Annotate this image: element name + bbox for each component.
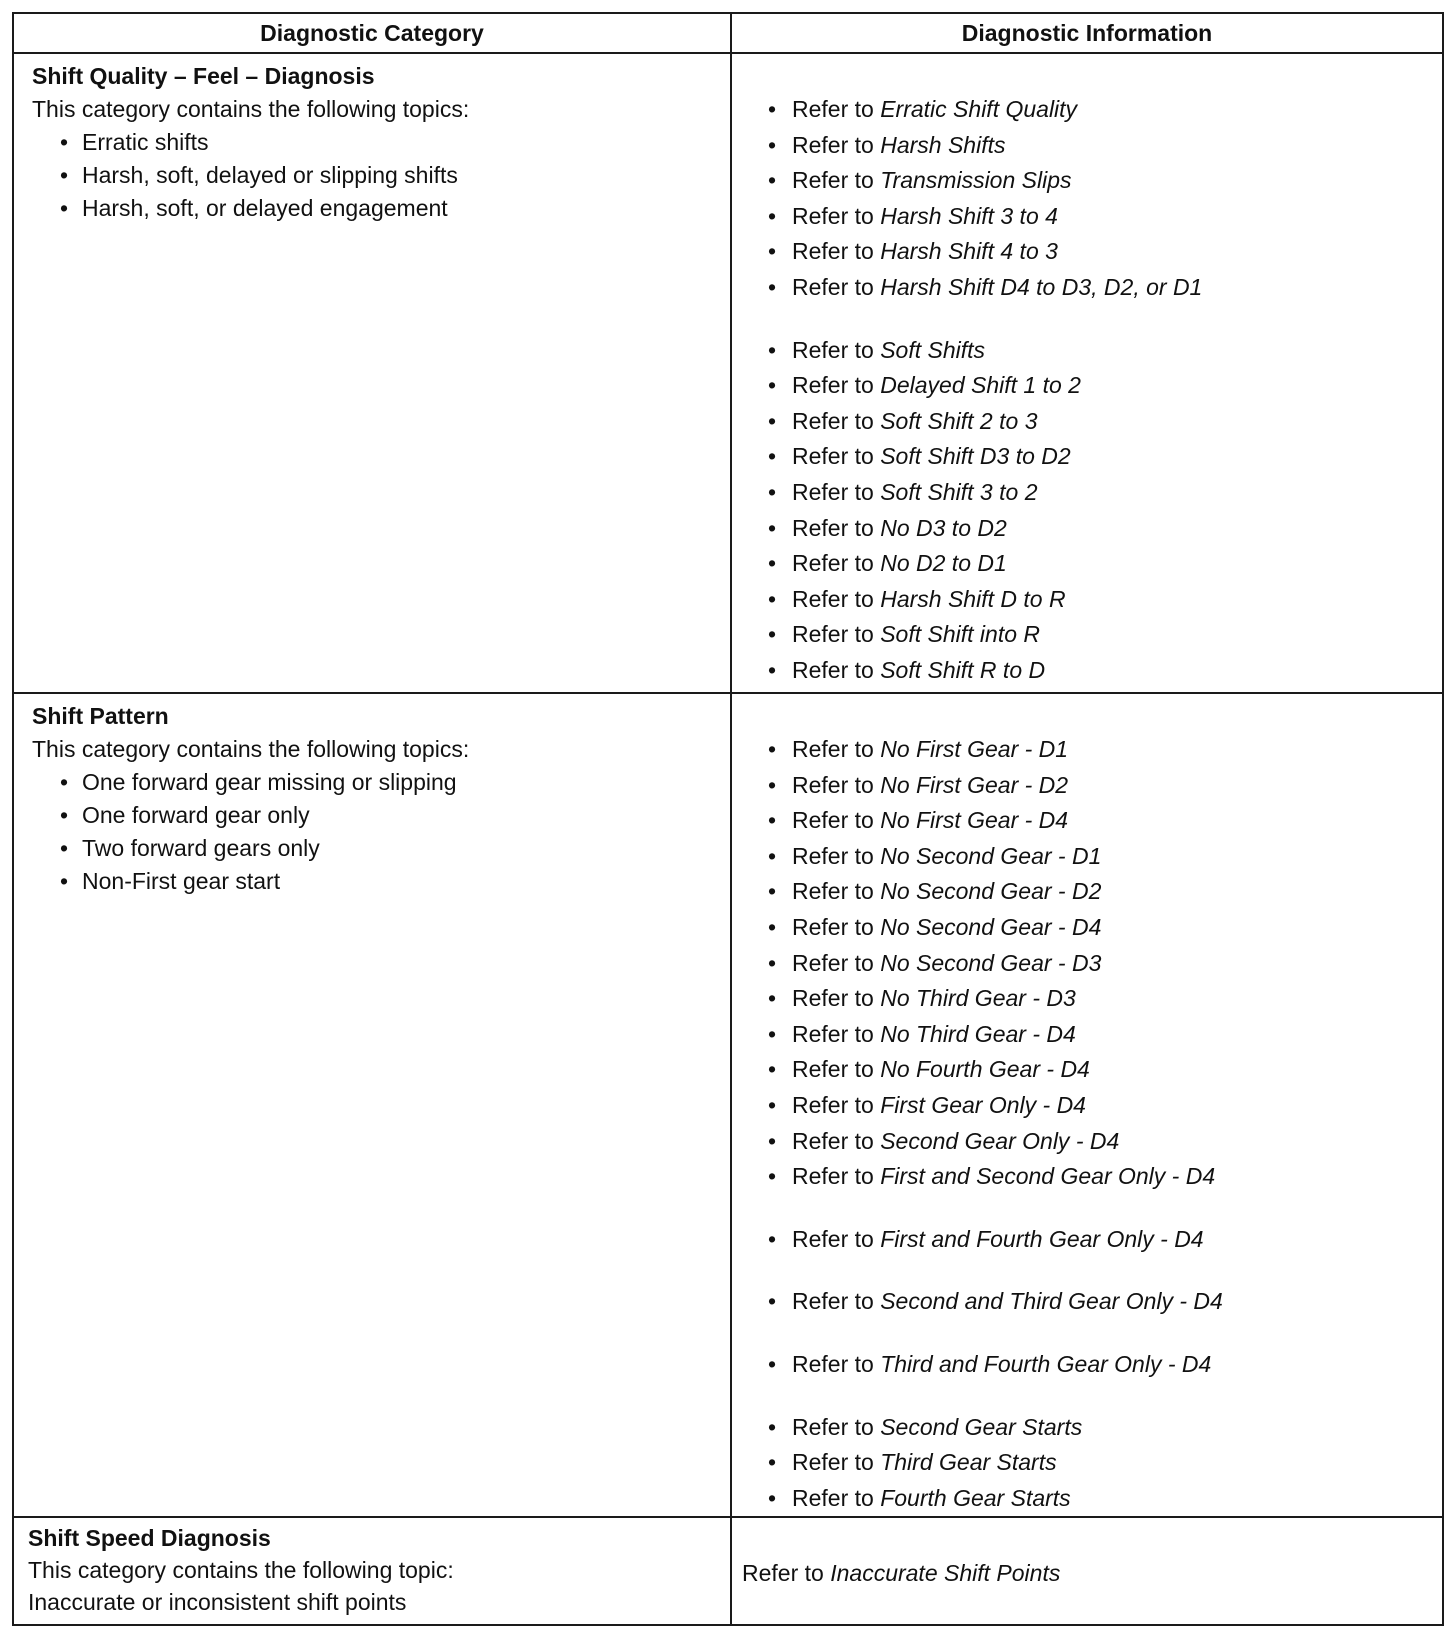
reference-item [768, 439, 1442, 475]
reference-prefix: Refer to [792, 238, 881, 265]
reference-prefix: Refer to [792, 807, 881, 834]
reference-prefix: Refer to [742, 1560, 831, 1587]
reference-link[interactable]: First and Fourth Gear Only - D4 [880, 1225, 1204, 1252]
category-title: Shift Quality – Feel – Diagnosis [32, 63, 375, 89]
topic-item: • Harsh, soft, or delayed engagement [60, 192, 730, 225]
topic-list [32, 766, 730, 898]
topic-item: • Two forward gears only [60, 832, 730, 865]
reference-prefix: Refer to [792, 1056, 881, 1083]
reference-prefix: Refer to [792, 478, 881, 505]
category-intro: This category contains the following topic: [28, 1557, 454, 1584]
reference-link[interactable]: No Second Gear - D2 [880, 878, 1102, 905]
reference-link[interactable]: Fourth Gear Starts [880, 1484, 1071, 1511]
reference-item [768, 333, 1442, 369]
reference-link[interactable]: No Third Gear - D3 [880, 985, 1076, 1012]
reference-item [768, 234, 1442, 270]
reference-link[interactable]: Harsh Shifts [880, 131, 1006, 158]
information-cell [731, 1517, 1443, 1625]
reference-link[interactable]: Second Gear Starts [880, 1413, 1083, 1440]
reference-link[interactable]: No D3 to D2 [880, 514, 1007, 541]
reference-link[interactable]: Soft Shift D3 to D2 [880, 443, 1071, 470]
reference-link[interactable]: No Fourth Gear - D4 [880, 1056, 1090, 1083]
reference-prefix: Refer to [792, 443, 881, 470]
reference-item [732, 1518, 1442, 1591]
reference-item [768, 981, 1442, 1017]
reference-item [768, 270, 1442, 306]
reference-link[interactable]: No D2 to D1 [880, 550, 1007, 577]
reference-item [768, 1017, 1442, 1053]
topic-item: • Non-First gear start [60, 865, 730, 898]
reference-item [768, 732, 1442, 768]
reference-link[interactable]: Transmission Slips [880, 167, 1072, 194]
reference-item [768, 910, 1442, 946]
category-title: Shift Speed Diagnosis [28, 1525, 271, 1552]
reference-prefix: Refer to [792, 96, 881, 122]
reference-prefix: Refer to [792, 372, 881, 399]
information-cell [731, 53, 1443, 693]
reference-item [768, 1410, 1442, 1446]
category-cell [13, 53, 731, 693]
reference-item [768, 803, 1442, 839]
reference-link[interactable]: No First Gear - D4 [880, 807, 1069, 834]
reference-prefix: Refer to [792, 1163, 881, 1190]
reference-item [768, 368, 1442, 404]
reference-link[interactable]: Inaccurate Shift Points [830, 1560, 1061, 1587]
category-cell [13, 693, 731, 1517]
table-row [13, 1517, 1443, 1625]
reference-link[interactable]: No First Gear - D2 [880, 771, 1069, 798]
reference-link[interactable]: Second and Third Gear Only - D4 [880, 1288, 1223, 1315]
reference-list [768, 92, 1442, 689]
reference-item [768, 946, 1442, 982]
reference-link[interactable]: Harsh Shift 3 to 4 [880, 202, 1058, 229]
reference-prefix: Refer to [792, 621, 881, 648]
reference-prefix: Refer to [792, 407, 881, 434]
header-diagnostic-information: Diagnostic Information [731, 13, 1443, 53]
reference-prefix: Refer to [792, 1350, 881, 1377]
reference-prefix: Refer to [792, 949, 881, 976]
diagnostic-table [12, 12, 1444, 1626]
reference-item [768, 874, 1442, 910]
reference-prefix: Refer to [792, 1127, 881, 1154]
reference-item [768, 475, 1442, 511]
reference-prefix: Refer to [792, 273, 881, 300]
reference-link[interactable]: First and Second Gear Only - D4 [880, 1163, 1216, 1190]
reference-prefix: Refer to [792, 1091, 881, 1118]
reference-item [768, 1124, 1442, 1160]
reference-item [768, 839, 1442, 875]
topic-item: • One forward gear missing or slipping [60, 766, 730, 799]
reference-link[interactable]: Erratic Shift Quality [880, 96, 1078, 122]
information-cell [731, 693, 1443, 1517]
reference-prefix: Refer to [792, 1484, 881, 1511]
reference-prefix: Refer to [792, 514, 881, 541]
reference-link[interactable]: Second Gear Only - D4 [880, 1127, 1120, 1154]
reference-prefix: Refer to [792, 550, 881, 577]
reference-item [768, 1347, 1442, 1383]
reference-link[interactable]: No Second Gear - D3 [880, 949, 1102, 976]
category-title: Shift Pattern [32, 703, 169, 729]
reference-link[interactable]: Third and Fourth Gear Only - D4 [880, 1350, 1212, 1377]
reference-prefix: Refer to [792, 167, 881, 194]
reference-item [768, 92, 1442, 128]
table-row [13, 53, 1443, 693]
reference-item [768, 404, 1442, 440]
header-row [13, 13, 1443, 53]
reference-item [768, 163, 1442, 199]
reference-link[interactable]: No First Gear - D1 [880, 736, 1069, 762]
topic-list [32, 126, 730, 225]
reference-item [768, 768, 1442, 804]
reference-item [768, 1052, 1442, 1088]
reference-item [768, 1284, 1442, 1320]
reference-link[interactable]: Delayed Shift 1 to 2 [880, 372, 1081, 399]
reference-item [768, 1481, 1442, 1517]
reference-link[interactable]: First Gear Only - D4 [880, 1091, 1086, 1118]
reference-prefix: Refer to [792, 202, 881, 229]
reference-prefix: Refer to [792, 1288, 881, 1315]
reference-link[interactable]: Soft Shift into R [880, 621, 1041, 648]
topic-line: Inaccurate or inconsistent shift points [28, 1589, 407, 1616]
category-cell [13, 1517, 731, 1625]
topic-item: • Harsh, soft, delayed or slipping shifts [60, 159, 730, 192]
reference-item [768, 511, 1442, 547]
category-intro: This category contains the following topics: [32, 736, 470, 762]
reference-prefix: Refer to [792, 913, 881, 940]
reference-item [768, 617, 1442, 653]
reference-link[interactable]: No Third Gear - D4 [880, 1020, 1076, 1047]
reference-prefix: Refer to [792, 1225, 881, 1252]
reference-prefix: Refer to [792, 336, 881, 363]
reference-link[interactable]: Soft Shift 2 to 3 [880, 407, 1038, 434]
reference-item [768, 1159, 1442, 1195]
reference-list [768, 732, 1442, 1516]
reference-prefix: Refer to [792, 131, 881, 158]
topic-item: • Erratic shifts [60, 126, 730, 159]
reference-prefix: Refer to [792, 842, 881, 869]
topic-item: • One forward gear only [60, 799, 730, 832]
reference-link[interactable]: Harsh Shift D to R [880, 585, 1066, 612]
reference-link[interactable]: Soft Shifts [880, 336, 986, 363]
reference-link[interactable]: No Second Gear - D1 [880, 842, 1102, 869]
reference-item [768, 582, 1442, 618]
reference-item [768, 1088, 1442, 1124]
reference-prefix: Refer to [792, 656, 881, 683]
reference-link[interactable]: Third Gear Starts [880, 1449, 1057, 1476]
reference-item [768, 546, 1442, 582]
reference-link[interactable]: Harsh Shift D4 to D3, D2, or D1 [880, 273, 1203, 300]
reference-item [768, 199, 1442, 235]
table-row [13, 693, 1443, 1517]
reference-prefix: Refer to [792, 736, 881, 762]
reference-prefix: Refer to [792, 1413, 881, 1440]
reference-link[interactable]: No Second Gear - D4 [880, 913, 1102, 940]
category-intro: This category contains the following topics: [32, 96, 470, 122]
reference-prefix: Refer to [792, 771, 881, 798]
reference-prefix: Refer to [792, 878, 881, 905]
reference-prefix: Refer to [792, 985, 881, 1012]
header-diagnostic-category: Diagnostic Category [13, 13, 731, 53]
reference-link[interactable]: Soft Shift R to D [880, 656, 1046, 683]
reference-link[interactable]: Harsh Shift 4 to 3 [880, 238, 1058, 265]
reference-item [768, 128, 1442, 164]
reference-prefix: Refer to [792, 585, 881, 612]
reference-prefix: Refer to [792, 1449, 881, 1476]
reference-item [768, 1222, 1442, 1258]
reference-prefix: Refer to [792, 1020, 881, 1047]
reference-item [768, 1445, 1442, 1481]
reference-link[interactable]: Soft Shift 3 to 2 [880, 478, 1038, 505]
reference-item [768, 653, 1442, 689]
